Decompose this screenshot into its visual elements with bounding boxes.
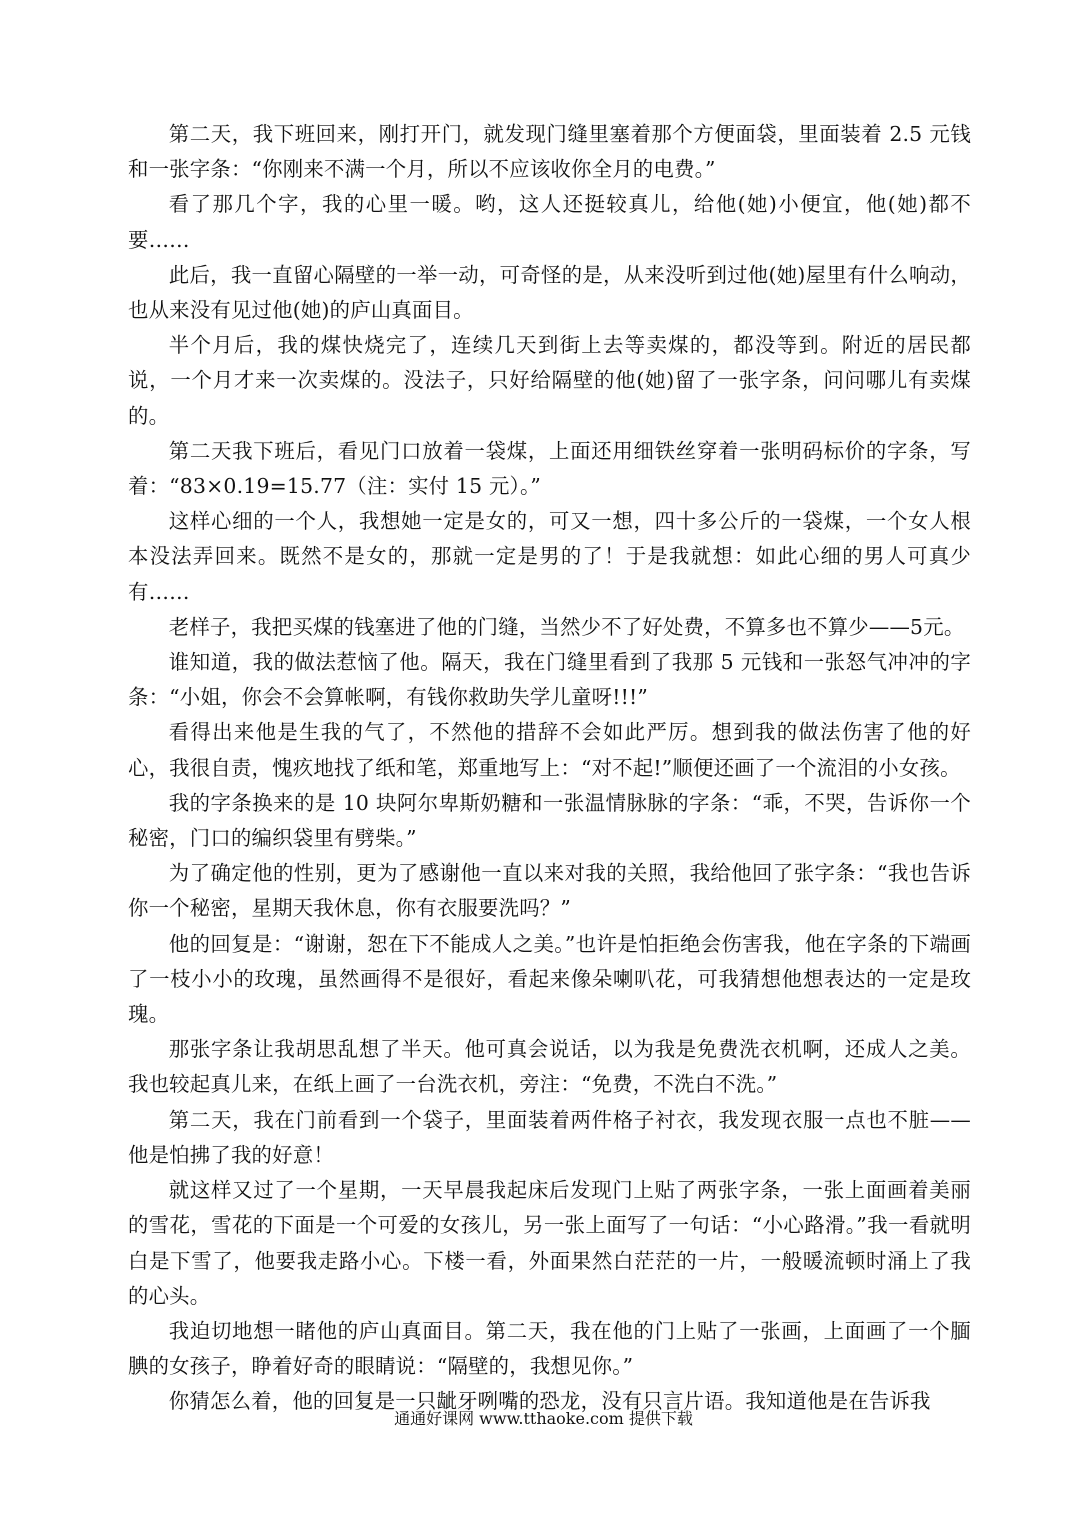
paragraph-2: 看了那几个字，我的心里一暖。哟，这人还挺较真儿，给他(她)小便宜，他(她)都不要…… xyxy=(128,192,971,252)
paragraph-15: 就这样又过了一个星期，一天早晨我起床后发现门上贴了两张字条，一张上面画着美丽的雪花，雪花的下面是一个可爱的女孩儿，另一张上面写了一句话：“小心路滑。”我一看就明白是下雪了，他要我走路小心。下楼一看，外面果然白茫茫的一片，一般暖流顿时涌上了我的心头。 xyxy=(128,1178,971,1308)
paragraph-3: 此后，我一直留心隔壁的一举一动，可奇怪的是，从来没听到过他(她)屋里有什么响动，也从来没有见过他(她)的庐山真面目。 xyxy=(128,262,971,323)
paragraph-13: 那张字条让我胡思乱想了半天。他可真会说话，以为我是免费洗衣机啊，还成人之美。我也较起真儿来，在纸上画了一台洗衣机，旁注：“免费，不洗白不洗。” xyxy=(128,1037,971,1097)
paragraph-12: 他的回复是：“谢谢，恕在下不能成人之美。”也许是怕拒绝会伤害我，他在字条的下端画了一枝小小的玫瑰，虽然画得不是很好，看起来像朵喇叭花，可我猜想他想表达的一定是玫瑰。 xyxy=(128,931,971,1027)
paragraph-14: 第二天，我在门前看到一个袋子，里面装着两件格子衬衣，我发现衣服一点也不脏——他是怕拂了我的好意！ xyxy=(128,1107,971,1167)
article-body xyxy=(128,117,971,1420)
paragraph-4: 半个月后，我的煤快烧完了，连续几天到街上去等卖煤的，都没等到。附近的居民都说，一个月才来一次卖煤的。没法子，只好给隔壁的他(她)留了一张字条，问问哪儿有卖煤的。 xyxy=(128,333,971,428)
paragraph-1: 第二天，我下班回来，刚打开门，就发现门缝里塞着那个方便面袋，里面装着 2.5 元钱和一张字条：“你刚来不满一个月，所以不应该收你全月的电费。” xyxy=(128,122,971,182)
paragraph-9: 看得出来他是生我的气了，不然他的措辞不会如此严厉。想到我的做法伤害了他的好心，我很自责，愧疚地找了纸和笔，郑重地写上：“对不起!”顺便还画了一个流泪的小女孩。 xyxy=(128,720,971,780)
paragraph-5: 第二天我下班后，看见门口放着一袋煤，上面还用细铁丝穿着一张明码标价的字条，写着：“83×0.19=15.77（注：实付 15 元）。” xyxy=(128,438,971,499)
paragraph-17: 你猜怎么着，他的回复是一只龇牙咧嘴的恐龙，没有只言片语。我知道他是在告诉我 xyxy=(168,1389,931,1414)
paragraph-10: 我的字条换来的是 10 块阿尔卑斯奶糖和一张温情脉脉的字条：“乖，不哭，告诉你一个秘密，门口的编织袋里有劈柴。” xyxy=(128,790,971,851)
paragraph-6: 这样心细的一个人，我想她一定是女的，可又一想，四十多公斤的一袋煤，一个女人根本没法弄回来。既然不是女的，那就一定是男的了！于是我就想：如此心细的男人可真少有…… xyxy=(128,509,971,604)
paragraph-8: 谁知道，我的做法惹恼了他。隔天，我在门缝里看到了我那 5 元钱和一张怒气冲冲的字条：“小姐，你会不会算帐啊，有钱你救助失学儿童呀!!!” xyxy=(128,650,971,710)
paragraph-16: 我迫切地想一睹他的庐山真面目。第二天，我在他的门上贴了一张画，上面画了一个腼腆的女孩子，睁着好奇的眼睛说：“隔壁的，我想见你。” xyxy=(128,1318,971,1379)
page-footer: 通通好课网 www.tthaoke.com 提供下载 xyxy=(394,1409,693,1428)
paragraph-7: 老样子，我把买煤的钱塞进了他的门缝，当然少不了好处费，不算多也不算少——5元。 xyxy=(168,614,965,639)
paragraph-11: 为了确定他的性别，更为了感谢他一直以来对我的关照，我给他回了张字条：“我也告诉你一个秘密，星期天我休息，你有衣服要洗吗？” xyxy=(128,861,971,921)
